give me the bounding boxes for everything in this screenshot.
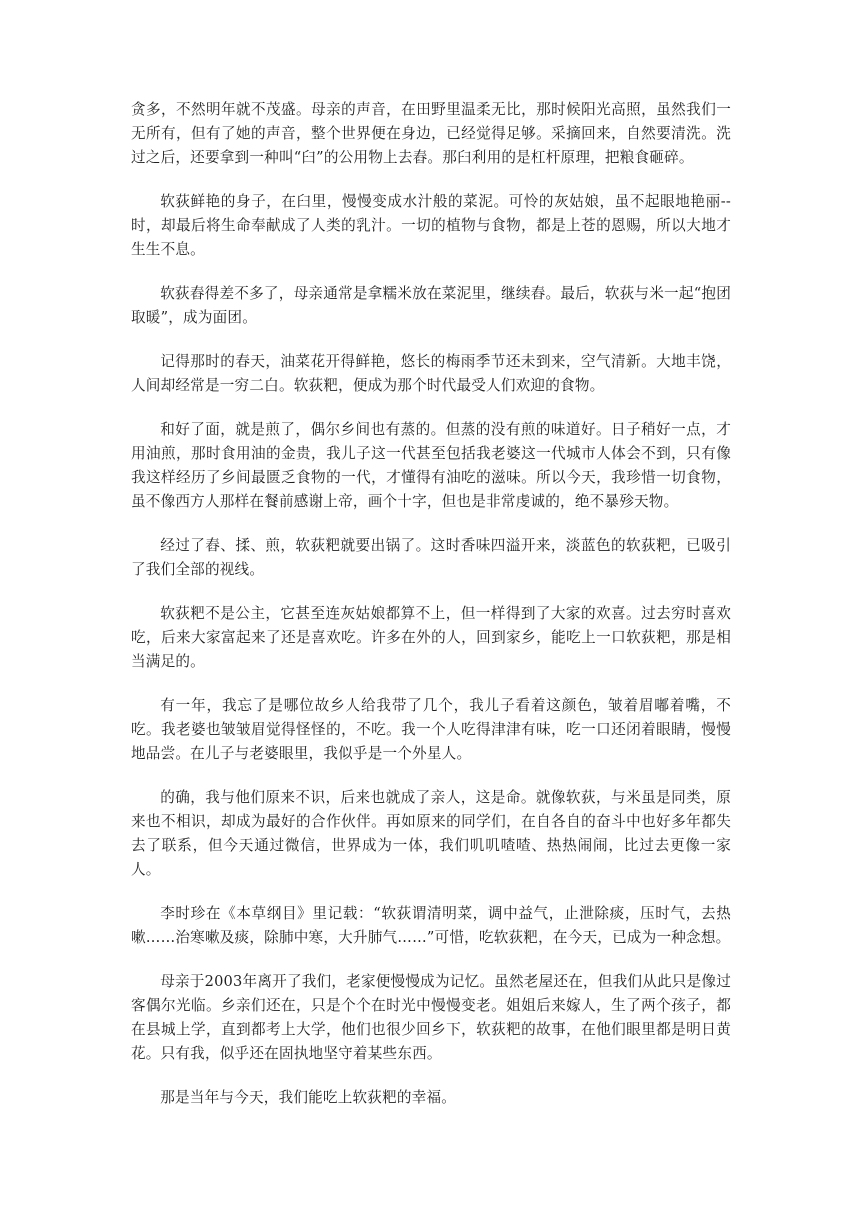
paragraph-12: 那是当年与今天，我们能吃上软荻粑的幸福。 [160,1089,457,1106]
paragraph-2: 软荻鲜艳的身子，在臼里，慢慢变成水汁般的菜泥。可怜的灰姑娘，虽不起眼地艳丽--时，却最后将生命奉献成了人类的乳汁。一切的植物与食物，都是上苍的恩赐，所以大地才生生不息。 [131,193,731,258]
paragraph-8: 有一年，我忘了是哪位故乡人给我带了几个，我儿子看着这颜色，皱着眉嘟着嘴，不吃。我老婆也皱皱眉觉得怪怪的，不吃。我一个人吃得津津有味，吃一口还闭着眼睛，慢慢地品尝。在儿子与老婆眼里，我似乎是一个外星人。 [131,697,731,762]
paragraph-6: 经过了舂、揉、煎，软荻粑就要出锅了。这时香味四溢开来，淡蓝色的软荻粑，已吸引了我们全部的视线。 [131,537,731,578]
article-body [131,98,731,1130]
paragraph-1: 贪多，不然明年就不茂盛。母亲的声音，在田野里温柔无比，那时候阳光高照，虽然我们一无所有，但有了她的声音，整个世界便在身边，已经觉得足够。采摘回来，自然要清洗。洗过之后，还要拿到一种叫“臼”的公用物上去舂。那臼利用的是杠杆原理，把粮食砸碎。 [131,101,731,166]
paragraph-11: 母亲于2003年离开了我们，老家便慢慢成为记忆。虽然老屋还在，但我们从此只是像过客偶尔光临。乡亲们还在，只是个个在时光中慢慢变老。姐姐后来嫁人，生了两个孩子，都在县城上学，直到都考上大学，他们也很少回乡下，软荻粑的故事，在他们眼里都是明日黄花。只有我，似乎还在固执地坚守着某些东西。 [131,973,731,1062]
paragraph-4: 记得那时的春天，油菜花开得鲜艳，悠长的梅雨季节还未到来，空气清新。大地丰饶，人间却经常是一穷二白。软荻粑，便成为那个时代最受人们欢迎的食物。 [131,353,731,394]
paragraph-9: 的确，我与他们原来不识，后来也就成了亲人，这是命。就像软荻，与米虽是同类，原来也不相识，却成为最好的合作伙伴。再如原来的同学们，在自各自的奋斗中也好多年都失去了联系，但今天通过微信，世界成为一体，我们叽叽喳喳、热热闹闹，比过去更像一家人。 [131,789,731,878]
paragraph-3: 软荻舂得差不多了，母亲通常是拿糯米放在菜泥里，继续舂。最后，软荻与米一起“抱团取暖”，成为面团。 [131,285,731,326]
paragraph-5: 和好了面，就是煎了，偶尔乡间也有蒸的。但蒸的没有煎的味道好。日子稍好一点，才用油煎，那时食用油的金贵，我儿子这一代甚至包括我老婆这一代城市人体会不到，只有像我这样经历了乡间最匮乏食物的一代，才懂得有油吃的滋味。所以今天，我珍惜一切食物，虽不像西方人那样在餐前感谢上帝，画个十字，但也是非常虔诚的，绝不暴殄天物。 [131,421,731,510]
paragraph-10: 李时珍在《本草纲目》里记载：“软荻谓清明菜，调中益气，止泄除痰，压时气，去热嗽……治寒嗽及痰，除肺中寒，大升肺气……”可惜，吃软荻粑，在今天，已成为一种念想。 [131,905,731,946]
paragraph-7: 软荻粑不是公主，它甚至连灰姑娘都算不上，但一样得到了大家的欢喜。过去穷时喜欢吃，后来大家富起来了还是喜欢吃。许多在外的人，回到家乡，能吃上一口软荻粑，那是相当满足的。 [131,605,731,670]
